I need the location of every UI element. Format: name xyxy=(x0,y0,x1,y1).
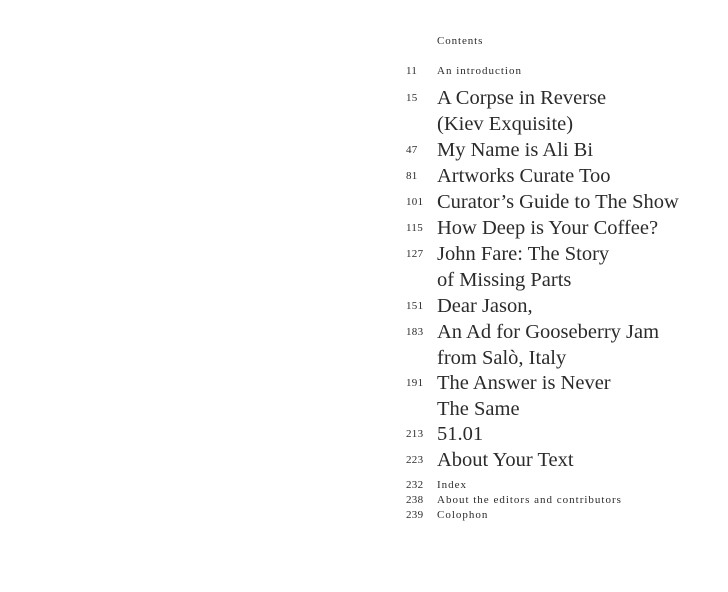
toc-title-line: 51.01 xyxy=(437,423,484,445)
toc-title-line: My Name is Ali Bi xyxy=(437,139,594,161)
toc-page-number: 11 xyxy=(406,65,418,77)
toc-title-line: from Salò, Italy xyxy=(437,347,567,369)
toc-title-line: of Missing Parts xyxy=(437,269,572,291)
toc-page-number: 239 xyxy=(406,509,424,521)
toc-title xyxy=(437,163,611,189)
toc-title xyxy=(437,447,574,473)
toc-title-line: An Ad for Gooseberry Jam xyxy=(437,321,660,343)
toc-page-number: 47 xyxy=(406,144,418,156)
toc-title xyxy=(437,85,606,137)
toc-page-number: 213 xyxy=(406,428,424,440)
toc-title-line: Artworks Curate Too xyxy=(437,165,611,187)
toc-page-number: 223 xyxy=(406,454,424,466)
toc-page-number: 115 xyxy=(406,222,423,234)
toc-title-line: A Corpse in Reverse xyxy=(437,87,607,109)
toc-title-line: Dear Jason, xyxy=(437,295,533,317)
toc-page-number: 81 xyxy=(406,170,418,182)
toc-title xyxy=(437,189,679,215)
toc-title xyxy=(437,215,658,241)
toc-page-number: 238 xyxy=(406,494,424,506)
toc-title xyxy=(437,421,483,447)
toc-title-line: (Kiev Exquisite) xyxy=(437,113,574,135)
toc-title-line: The Same xyxy=(437,398,520,420)
toc-title xyxy=(437,137,593,163)
toc-title xyxy=(437,293,533,319)
toc-page-number: 183 xyxy=(406,326,424,338)
toc-title-line: The Answer is Never xyxy=(437,372,611,394)
toc-title-line: How Deep is Your Coffee? xyxy=(437,217,659,239)
toc-page-number: 101 xyxy=(406,196,424,208)
toc-page-number: 127 xyxy=(406,248,424,260)
toc-title xyxy=(437,319,659,371)
toc-title: An introduction xyxy=(437,65,522,77)
toc-page-number: 151 xyxy=(406,300,424,312)
toc-title-line: About Your Text xyxy=(437,449,574,471)
toc-title: About the editors and contributors xyxy=(437,494,622,506)
toc-title xyxy=(437,241,609,293)
toc-title-line: John Fare: The Story xyxy=(437,243,610,265)
toc-title: Index xyxy=(437,479,468,491)
toc-title xyxy=(437,370,611,422)
toc-page-number: 232 xyxy=(406,479,424,491)
toc-page-number: 15 xyxy=(406,92,418,104)
toc-page-number: 191 xyxy=(406,377,424,389)
toc-title: Colophon xyxy=(437,509,489,521)
page-title: Contents xyxy=(437,35,484,47)
toc-title-line: Curator’s Guide to The Show xyxy=(437,191,679,213)
